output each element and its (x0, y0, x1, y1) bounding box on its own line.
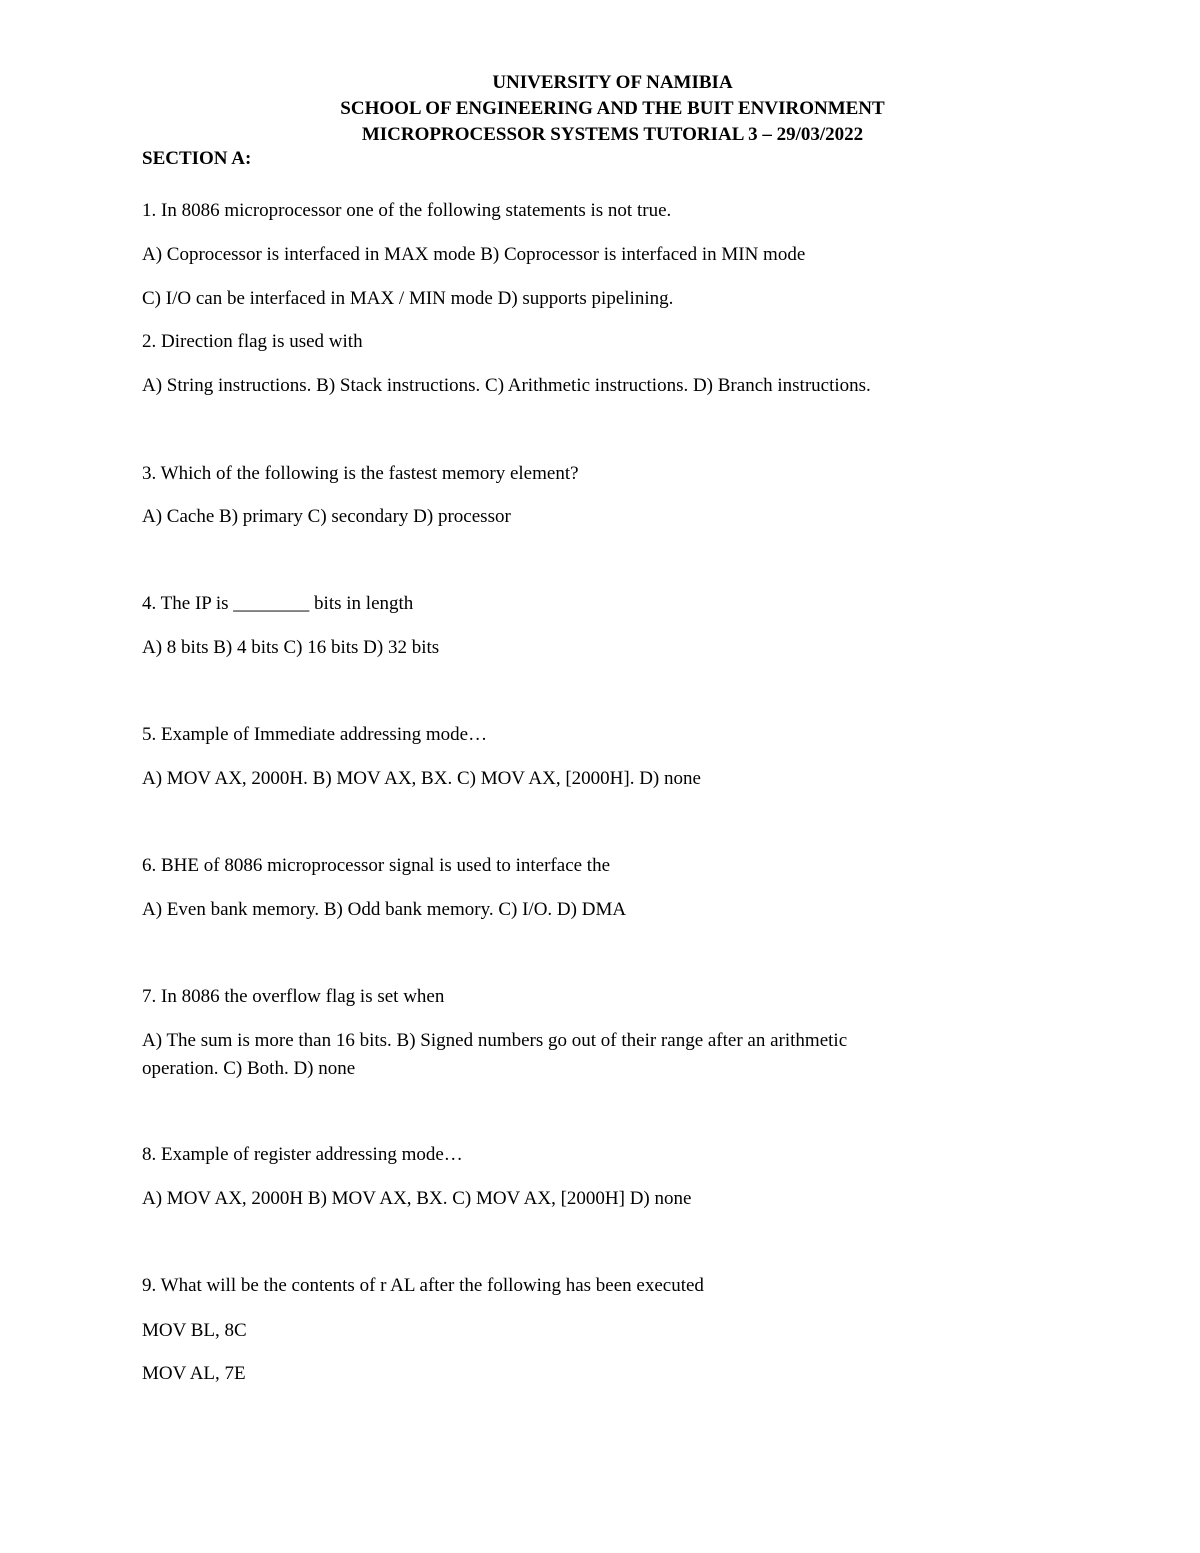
question-9-code-line-2: MOV AL, 7E (142, 1363, 246, 1384)
question-9-code-line-1: MOV BL, 8C (142, 1320, 247, 1341)
question-3-options: A) Cache B) primary C) secondary D) processor (142, 506, 511, 527)
school-name: SCHOOL OF ENGINEERING AND THE BUIT ENVIRONMENT (340, 98, 885, 119)
question-1-options-line-2: C) I/O can be interfaced in MAX / MIN mode D) supports pipelining. (142, 288, 674, 309)
question-1: 1. In 8086 microprocessor one of the following statements is not true. (142, 200, 672, 221)
course-title: MICROPROCESSOR SYSTEMS TUTORIAL 3 – 29/03/2022 (361, 124, 864, 145)
question-1-options-line-1: A) Coprocessor is interfaced in MAX mode B) Coprocessor is interfaced in MIN mode (142, 244, 806, 265)
question-7-options-line-2: operation. C) Both. D) none (142, 1058, 356, 1079)
question-9: 9. What will be the contents of r AL after the following has been executed (142, 1275, 704, 1296)
document-header (0, 70, 1200, 148)
question-5-options: A) MOV AX, 2000H. B) MOV AX, BX. C) MOV AX, [2000H]. D) none (142, 768, 701, 789)
question-2: 2. Direction flag is used with (142, 331, 363, 352)
question-4: 4. The IP is ________ bits in length (142, 593, 414, 614)
question-6-options: A) Even bank memory. B) Odd bank memory. C) I/O. D) DMA (142, 899, 627, 920)
question-7-options-line-1: A) The sum is more than 16 bits. B) Signed numbers go out of their range after an arithmetic (142, 1030, 848, 1051)
question-4-options: A) 8 bits B) 4 bits C) 16 bits D) 32 bits (142, 637, 440, 658)
question-7: 7. In 8086 the overflow flag is set when (142, 986, 445, 1007)
section-title: SECTION A: (142, 148, 252, 169)
question-6: 6. BHE of 8086 microprocessor signal is used to interface the (142, 855, 611, 876)
question-8: 8. Example of register addressing mode… (142, 1144, 463, 1165)
question-2-options: A) String instructions. B) Stack instructions. C) Arithmetic instructions. D) Branch instructions. (142, 375, 871, 396)
university-name: UNIVERSITY OF NAMIBIA (492, 72, 733, 93)
question-5: 5. Example of Immediate addressing mode… (142, 724, 488, 745)
question-8-options: A) MOV AX, 2000H B) MOV AX, BX. C) MOV AX, [2000H] D) none (142, 1188, 692, 1209)
question-3: 3. Which of the following is the fastest memory element? (142, 463, 579, 484)
